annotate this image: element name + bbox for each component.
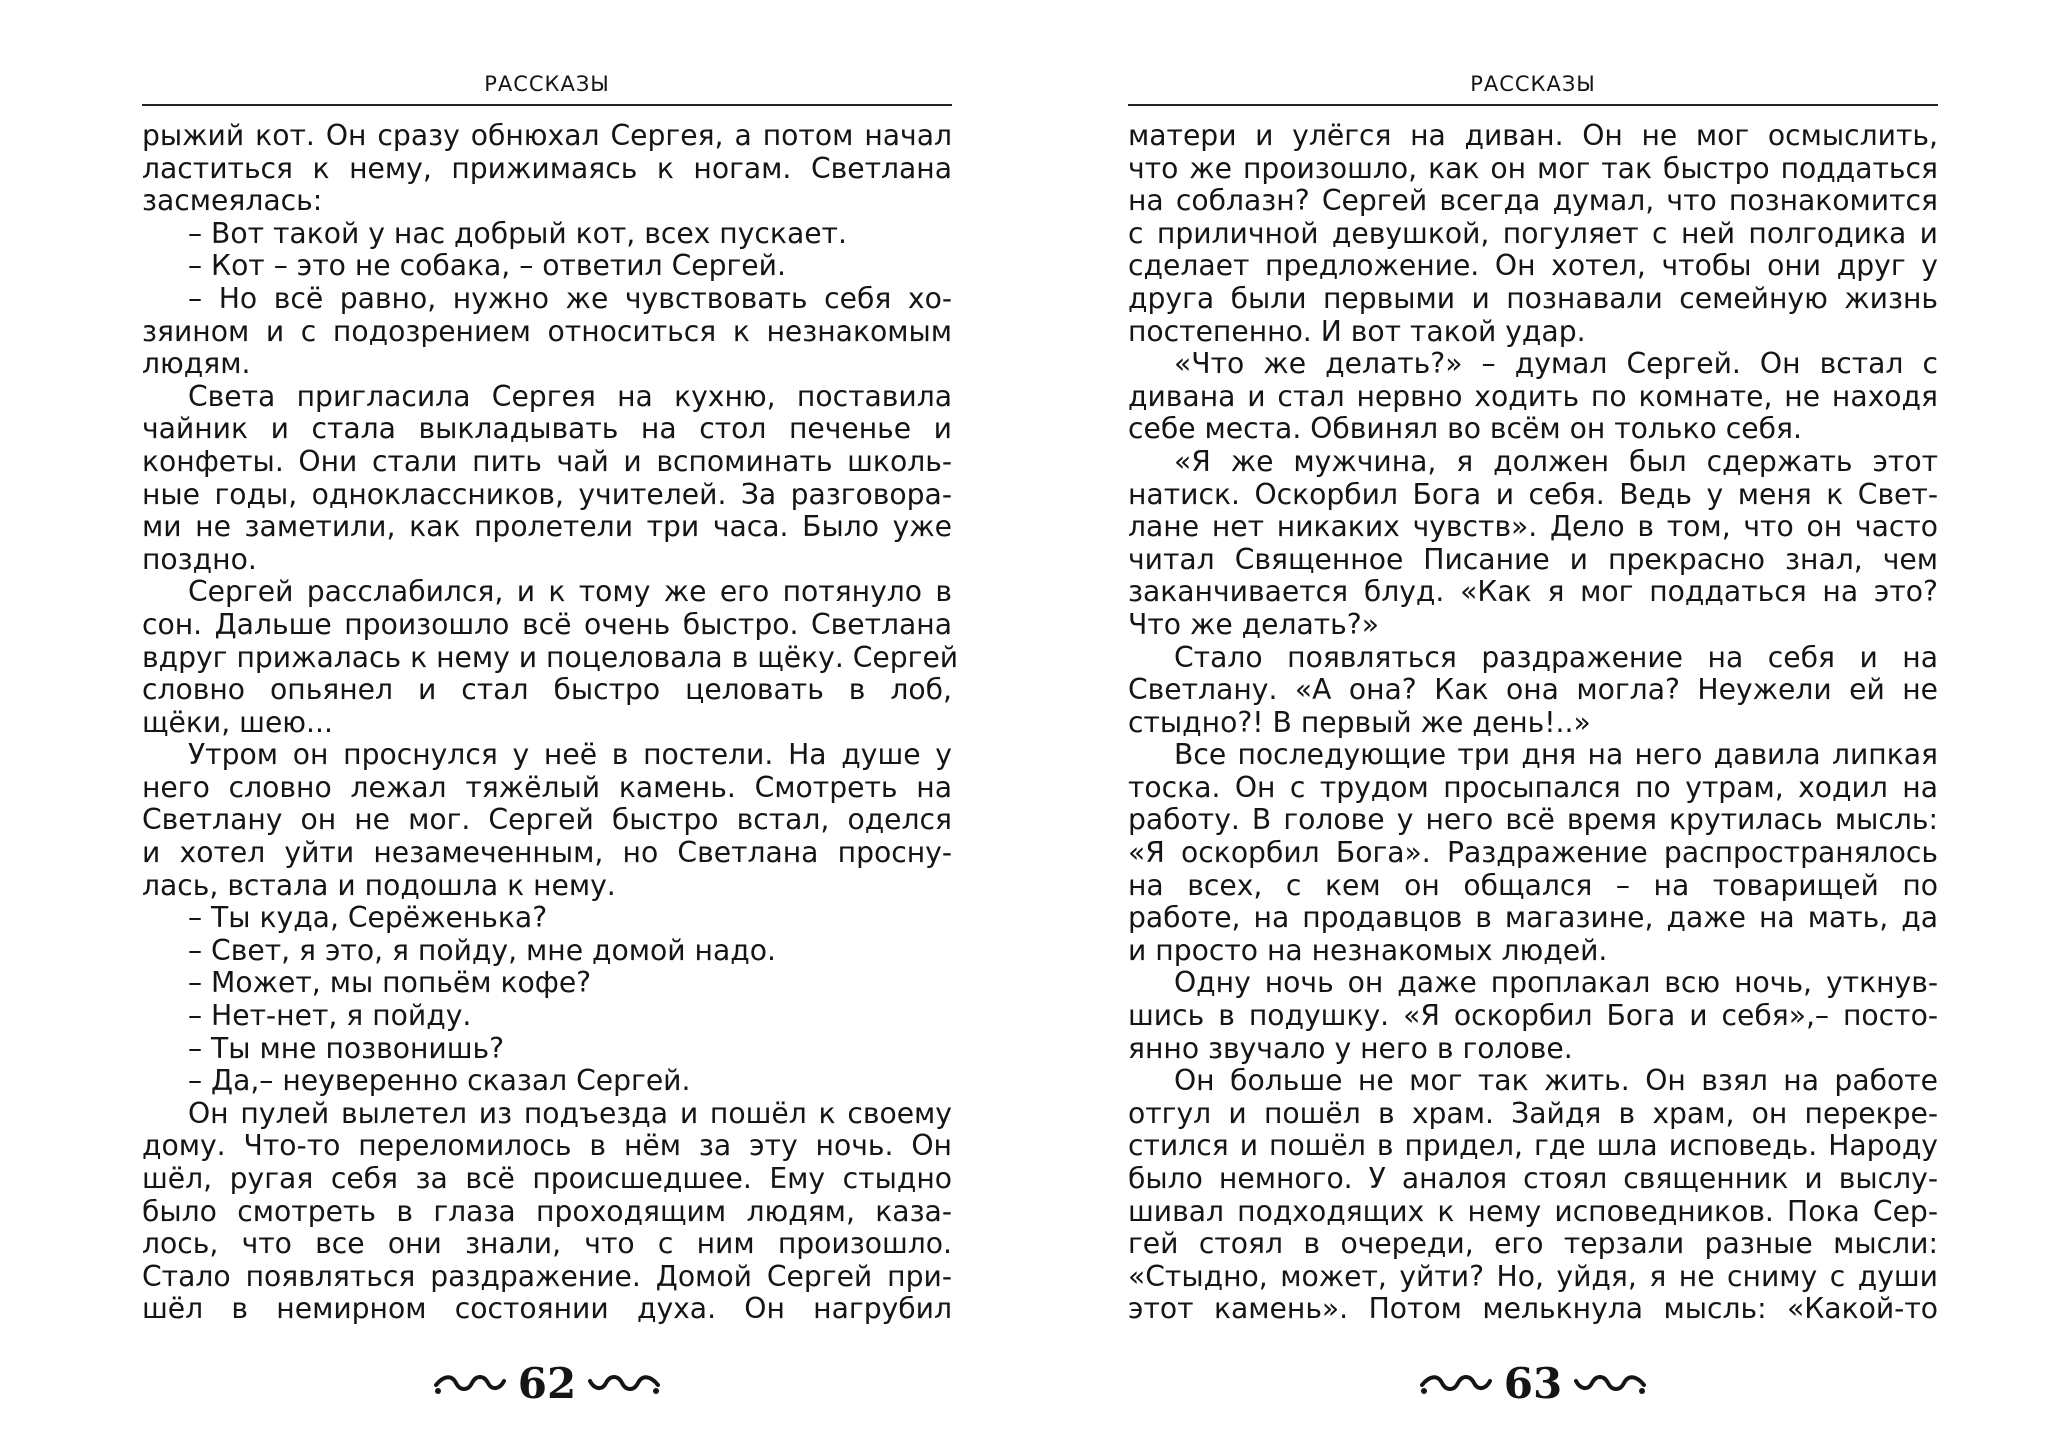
- text-line: – Нет-нет, я пойду.: [188, 999, 472, 1033]
- text-line: «Я же мужчина, я должен был сдержать этот: [1174, 444, 1938, 478]
- text-line: рыжий кот. Он сразу обнюхал Сергея, а потом начал: [142, 119, 952, 152]
- text-line: щёки, шею...: [142, 705, 333, 739]
- text-line: стился и пошёл в придел, где шла исповедь. Народу: [1128, 1129, 1938, 1163]
- text-line: себе места. Обвинял во всём он только себя.: [1128, 412, 1802, 446]
- text-line: Светлану. «А она? Как она могла? Неужели ей не: [1128, 673, 1938, 707]
- text-line: – Кот – это не собака, – ответил Сергей.: [188, 249, 786, 283]
- text-line: «Стыдно, может, уйти? Но, уйдя, я не сниму с души: [1128, 1259, 1938, 1293]
- text-line: – Вот такой у нас добрый кот, всех пускает.: [188, 216, 847, 250]
- text-line: него словно лежал тяжёлый камень. Смотреть на: [142, 770, 952, 804]
- right-page: [1128, 0, 1938, 1454]
- text-line: шёл, ругая себя за всё происшедшее. Ему стыдно: [142, 1162, 952, 1195]
- text-line: конфеты. Они стали пить чай и вспоминать школь-: [142, 444, 952, 478]
- page-number-folio: [142, 1360, 952, 1408]
- text-line: матери и улёгся на диван. Он не мог осмыслить,: [1128, 119, 1938, 152]
- text-line: ные годы, одноклассников, учителей. За разговора-: [142, 477, 952, 511]
- text-line: работе, на продавцов в магазине, даже на мать, да: [1128, 901, 1938, 935]
- text-line: шёл в немирном состоянии духа. Он нагрубил: [142, 1292, 952, 1326]
- text-line: лась, встала и подошла к нему.: [142, 868, 616, 902]
- text-line: работу. В голове у него всё время крутилась мысль:: [1128, 803, 1938, 837]
- text-line: вдруг прижалась к нему и поцеловала в щёку. Сергей: [142, 640, 959, 674]
- text-line: натиск. Оскорбил Бога и себя. Ведь у меня к Свет-: [1128, 477, 1938, 511]
- text-line: зяином и с подозрением относиться к незнакомым: [142, 314, 952, 348]
- text-line: постепенно. И вот такой удар.: [1128, 314, 1586, 348]
- text-line: поздно.: [142, 542, 257, 576]
- text-line: Он пулей вылетел из подъезда и пошёл к своему: [188, 1096, 952, 1130]
- text-line: ми не заметили, как пролетели три часа. Было уже: [142, 510, 952, 544]
- text-line: лане нет никаких чувств». Дело в том, что он часто: [1128, 510, 1938, 544]
- page-number-folio: [1128, 1360, 1938, 1408]
- text-line: Стало появляться раздражение. Домой Сергей при-: [142, 1259, 952, 1293]
- text-line: – Да,– неуверенно сказал Сергей.: [188, 1064, 691, 1098]
- text-line: – Может, мы попьём кофе?: [188, 966, 592, 1000]
- text-line: – Свет, я это, я пойду, мне домой надо.: [188, 933, 776, 967]
- text-line: шивал подходящих к нему исповедников. Пока Сер-: [1128, 1194, 1938, 1228]
- text-line: и просто на незнакомых людей.: [1128, 933, 1608, 967]
- page-number: 62: [517, 1359, 577, 1408]
- text-line: дому. Что-то переломилось в нём за эту ночь. Он: [142, 1129, 952, 1163]
- body-text: [142, 119, 959, 1326]
- right-ornament-icon: [1572, 1369, 1648, 1399]
- header-rule: [1128, 104, 1938, 106]
- text-line: «Я оскорбил Бога». Раздражение распространялось: [1128, 836, 1938, 870]
- text-line: Сергей расслабился, и к тому же его потянуло в: [188, 575, 952, 609]
- text-line: с приличной девушкой, погуляет с ней полгодика и: [1128, 216, 1938, 250]
- text-line: лось, что все они знали, что с ним произошло.: [142, 1227, 952, 1261]
- running-head: РАССКАЗЫ: [1470, 72, 1596, 96]
- text-line: – Ты куда, Серёженька?: [188, 901, 548, 935]
- text-line: Утром он проснулся у неё в постели. На душе у: [188, 738, 952, 772]
- text-line: было немного. У аналоя стоял священник и выслу-: [1128, 1162, 1938, 1195]
- text-line: Стало появляться раздражение на себя и на: [1174, 640, 1938, 674]
- text-line: на всех, с кем он общался – на товарищей по: [1128, 868, 1938, 902]
- left-ornament-icon: [432, 1369, 508, 1399]
- text-line: читал Священное Писание и прекрасно знал, чем: [1128, 542, 1938, 576]
- text-line: тоска. Он с трудом просыпался по утрам, ходил на: [1128, 770, 1938, 804]
- text-line: «Что же делать?» – думал Сергей. Он встал с: [1174, 347, 1938, 381]
- page-number: 63: [1503, 1359, 1563, 1408]
- text-line: янно звучало у него в голове.: [1128, 1031, 1573, 1065]
- text-line: чайник и стала выкладывать на стол печенье и: [142, 412, 952, 446]
- text-line: сон. Дальше произошло всё очень быстро. Светлана: [142, 607, 952, 641]
- header-rule: [142, 104, 952, 106]
- text-line: – Но всё равно, нужно же чувствовать себя хо-: [188, 281, 952, 315]
- left-page: [142, 0, 959, 1454]
- text-line: засмеялась:: [142, 184, 323, 218]
- text-line: людям.: [142, 347, 251, 381]
- running-head: РАССКАЗЫ: [484, 72, 610, 96]
- text-line: было смотреть в глаза проходящим людям, каза-: [142, 1194, 952, 1228]
- text-line: Что же делать?»: [1128, 607, 1380, 641]
- text-line: и хотел уйти незамеченным, но Светлана просну-: [142, 836, 952, 870]
- text-line: отгул и пошёл в храм. Зайдя в храм, он перекре-: [1128, 1096, 1938, 1130]
- text-line: Он больше не мог так жить. Он взял на работе: [1174, 1064, 1938, 1098]
- text-line: на соблазн? Сергей всегда думал, что познакомится: [1128, 184, 1938, 218]
- text-line: гей стоял в очереди, его терзали разные мысли:: [1128, 1227, 1938, 1261]
- text-line: Света пригласила Сергея на кухню, поставила: [188, 379, 952, 413]
- text-line: дивана и стал нервно ходить по комнате, не находя: [1128, 379, 1938, 413]
- text-line: сделает предложение. Он хотел, чтобы они друг у: [1128, 249, 1938, 283]
- text-line: словно опьянел и стал быстро целовать в лоб,: [142, 673, 952, 707]
- text-line: Светлану он не мог. Сергей быстро встал, оделся: [142, 803, 952, 837]
- text-line: ластиться к нему, прижимаясь к ногам. Светлана: [142, 151, 952, 185]
- body-text: [1128, 120, 1938, 1326]
- left-ornament-icon: [1418, 1369, 1494, 1399]
- text-line: что же произошло, как он мог так быстро поддаться: [1128, 151, 1938, 185]
- text-line: – Ты мне позвонишь?: [188, 1031, 505, 1065]
- text-line: этот камень». Потом мелькнула мысль: «Какой-то: [1128, 1292, 1938, 1326]
- text-line: друга были первыми и познавали семейную жизнь: [1128, 281, 1938, 315]
- text-line: Все последующие три дня на него давила липкая: [1174, 738, 1938, 772]
- text-line: стыдно?! В первый же день!..»: [1128, 705, 1591, 739]
- right-ornament-icon: [586, 1369, 662, 1399]
- text-line: шись в подушку. «Я оскорбил Бога и себя»,– посто-: [1128, 999, 1938, 1033]
- text-line: заканчивается блуд. «Как я мог поддаться на это?: [1128, 575, 1938, 609]
- text-line: Одну ночь он даже проплакал всю ночь, уткнув-: [1174, 966, 1938, 1000]
